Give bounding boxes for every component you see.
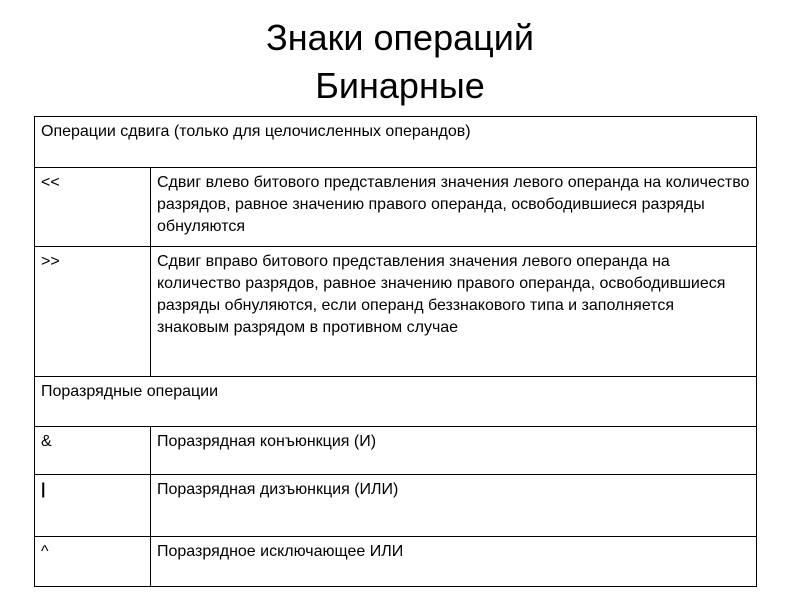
operator-cell: >> — [35, 247, 151, 377]
operator-cell: | — [35, 475, 151, 537]
description-cell: Поразрядная дизъюнкция (ИЛИ) — [151, 475, 757, 537]
description-cell: Поразрядная конъюнкция (И) — [151, 427, 757, 475]
operator-cell: << — [35, 168, 151, 247]
description-cell: Сдвиг вправо битового представления значения левого операнда на количество разрядов, равное значению правого операнда, освободившиеся разряды обнуляются, если операнд беззнакового типа и заполняется знаковым разрядом в противном случае — [151, 247, 757, 377]
table-section-row — [35, 377, 757, 427]
slide-title — [0, 14, 800, 110]
operator-cell: & — [35, 427, 151, 475]
table-row — [35, 168, 757, 247]
title-line-1: Знаки операций — [266, 17, 534, 58]
section-header-shift: Операции сдвига (только для целочисленных операндов) — [35, 117, 757, 168]
table-row — [35, 475, 757, 537]
description-cell: Поразрядное исключающее ИЛИ — [151, 537, 757, 587]
table-row — [35, 427, 757, 475]
operators-table — [34, 116, 757, 587]
description-cell: Сдвиг влево битового представления значения левого операнда на количество разрядов, равное значению правого операнда, освободившиеся разряды обнуляются — [151, 168, 757, 247]
table-row — [35, 247, 757, 377]
title-line-2: Бинарные — [315, 65, 485, 106]
table-section-row — [35, 117, 757, 168]
table-row — [35, 537, 757, 587]
operator-cell: ^ — [35, 537, 151, 587]
section-header-bitwise: Поразрядные операции — [35, 377, 757, 427]
